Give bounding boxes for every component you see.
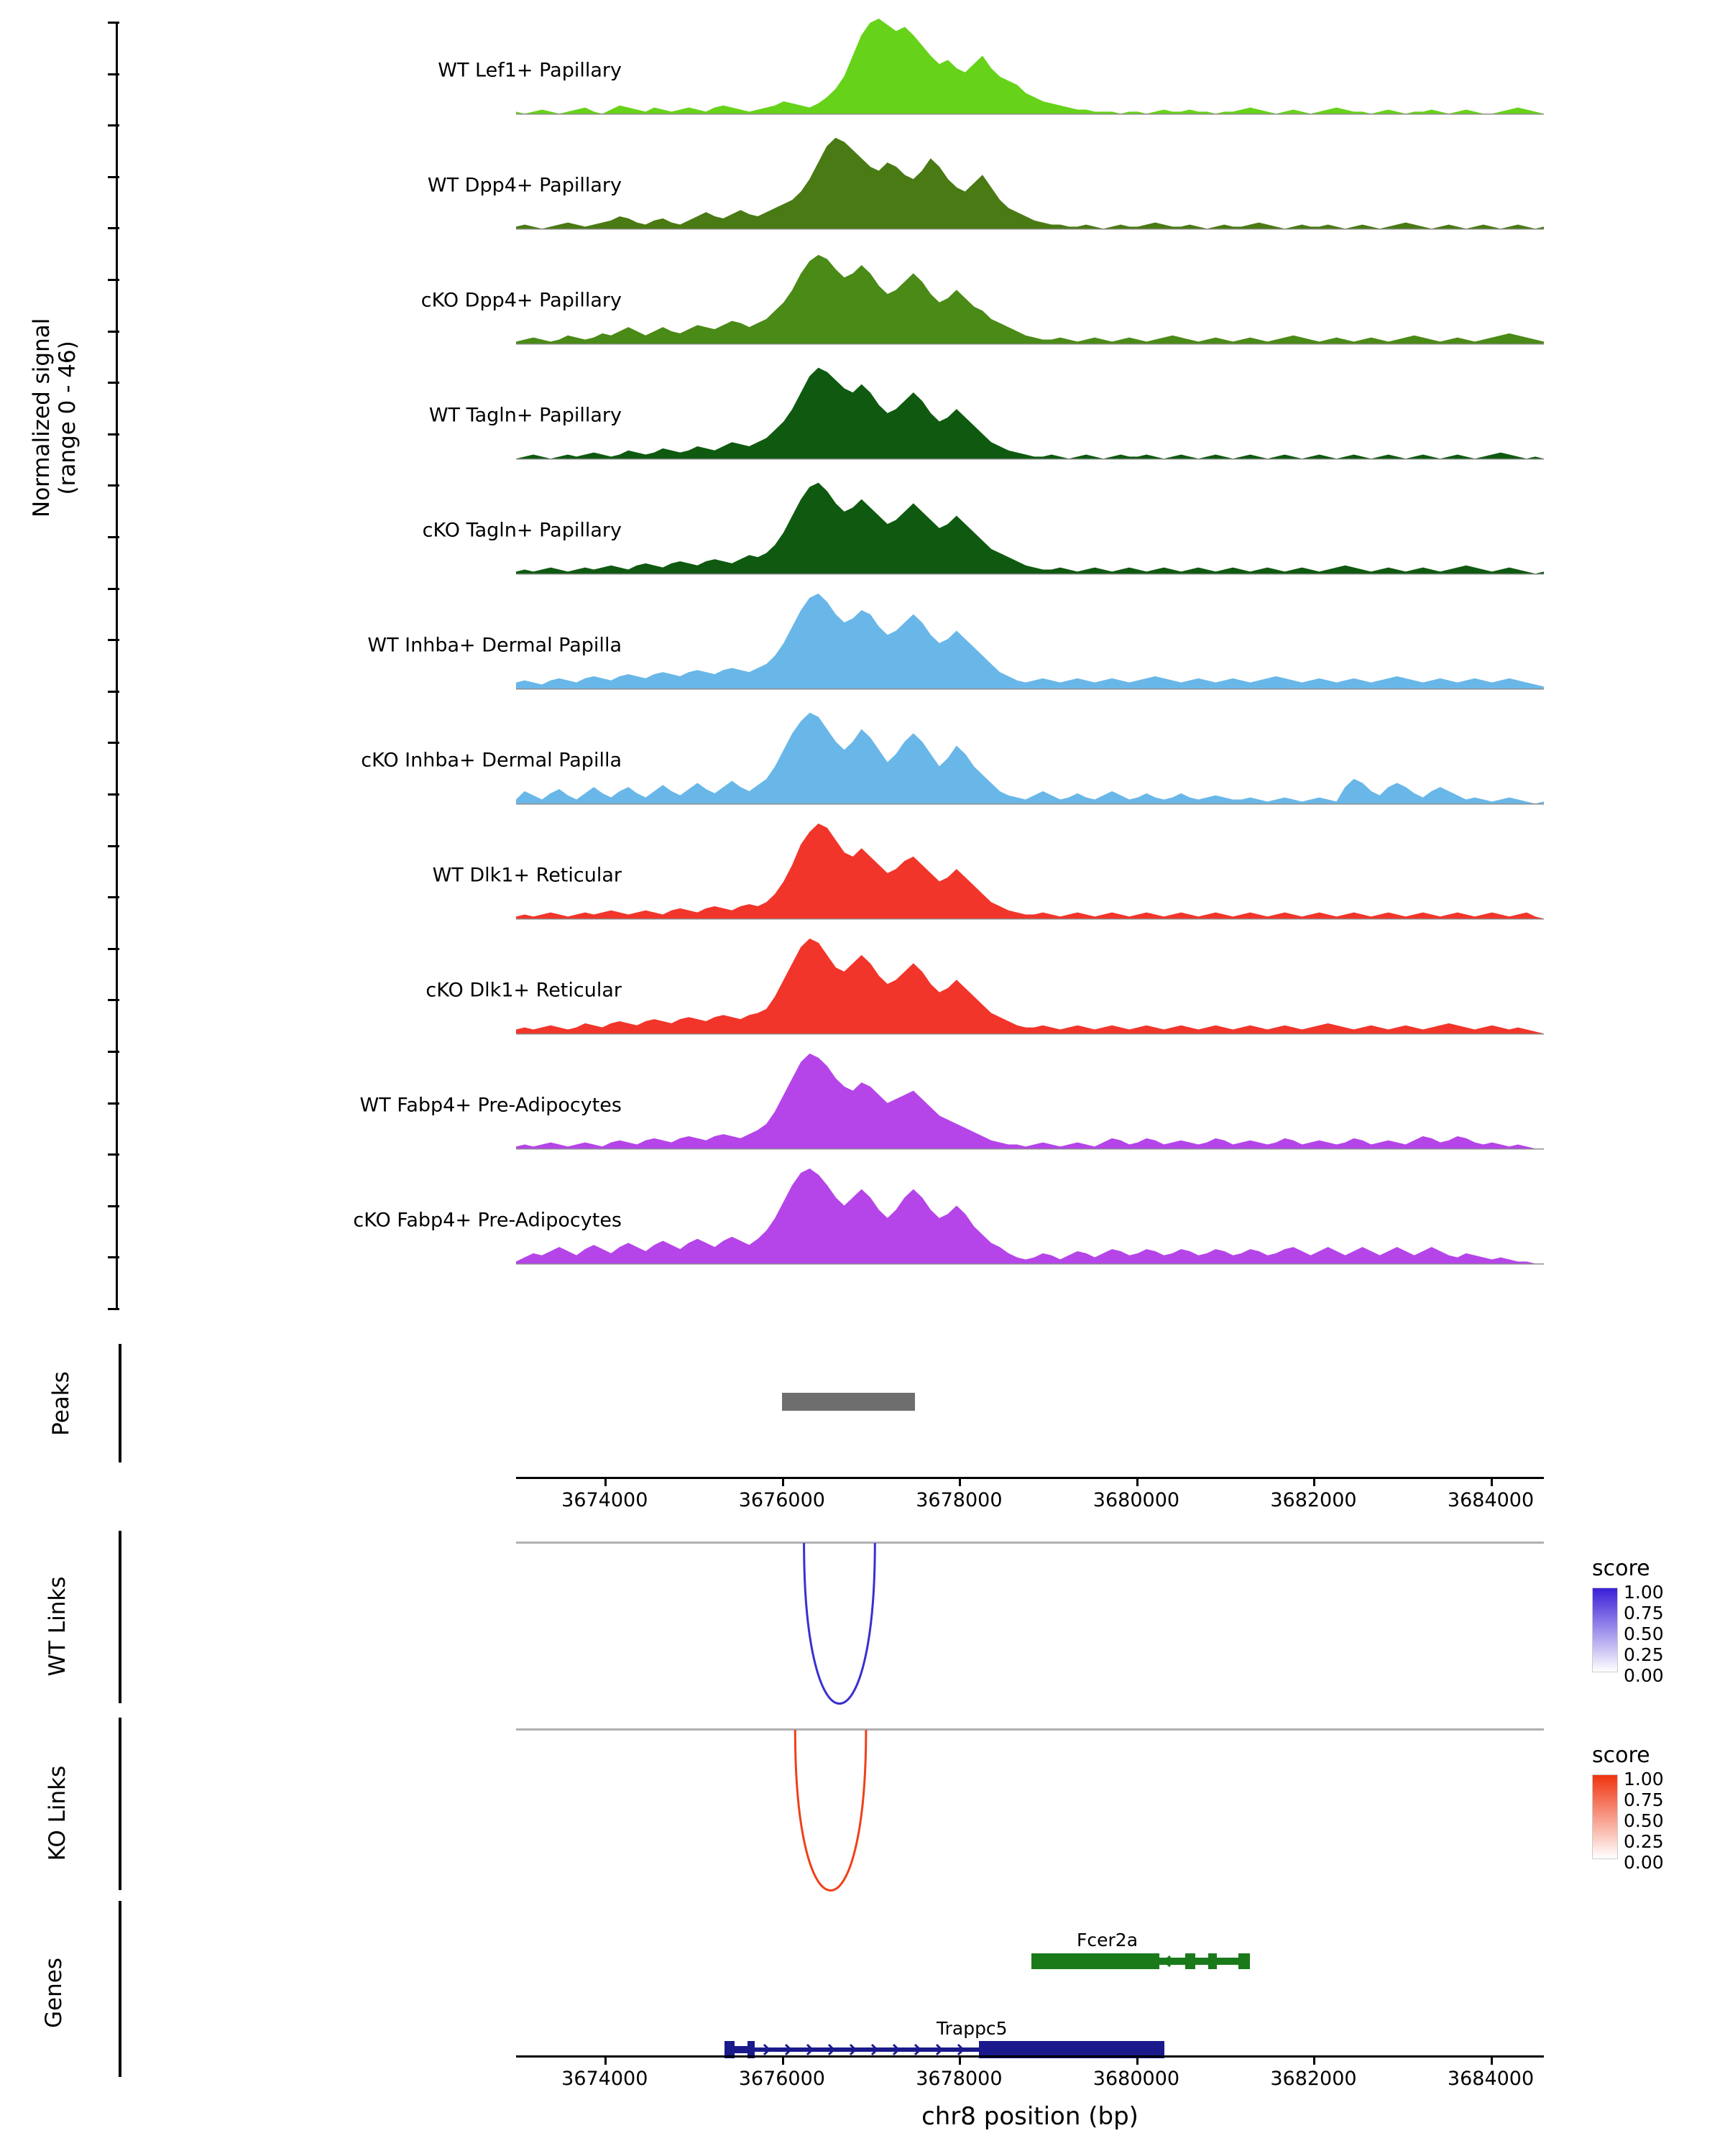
peak-region-bar	[782, 1393, 915, 1411]
x-axis-tick-label: 3674000	[561, 2068, 648, 2090]
wt-legend-gradient	[1592, 1588, 1618, 1672]
coverage-track-label: cKO Dpp4+ Papillary	[420, 289, 622, 312]
ko-links-panel-spine	[119, 1718, 121, 1890]
gene-label-trappc5: Trappc5	[937, 2018, 1008, 2039]
coverage-track	[0, 818, 1725, 933]
coverage-track-plot	[516, 358, 1544, 473]
coverage-track-label: WT Inhba+ Dermal Papilla	[367, 634, 622, 657]
x-axis-tick-label: 3680000	[1092, 1489, 1180, 1511]
x-axis-tick	[782, 2055, 784, 2065]
ko-links-legend	[1592, 1743, 1664, 1873]
ko-legend-ticks: 1.00 0.75 0.50 0.25 0.00	[1624, 1769, 1664, 1873]
wt-links-panel-label: WT Links	[45, 1576, 70, 1677]
x-axis-tick-label: 3680000	[1092, 2068, 1180, 2090]
peaks-panel-spine	[119, 1344, 121, 1462]
coverage-track	[0, 703, 1725, 818]
x-axis-tick	[1491, 1477, 1493, 1486]
coverage-track-plot	[516, 13, 1544, 128]
x-axis-tick-label: 3682000	[1270, 2068, 1357, 2090]
genes-svg	[516, 1897, 1544, 2077]
x-axis-tick	[1136, 2055, 1138, 2065]
coverage-track-plot	[516, 243, 1544, 358]
x-axis-tick-label: 3676000	[738, 1489, 825, 1511]
ko-link-arc	[516, 1728, 1544, 1897]
x-axis-tick	[1136, 1477, 1138, 1486]
wt-links-panel-spine	[119, 1531, 121, 1703]
x-axis-tick	[1313, 2055, 1315, 2065]
coverage-track-plot	[516, 1163, 1544, 1278]
x-axis-label: chr8 position (bp)	[921, 2102, 1138, 2131]
x-axis-tick-label: 3684000	[1447, 2068, 1535, 2090]
ko-links-panel-label: KO Links	[45, 1765, 70, 1861]
x-axis-tick-label: 3674000	[561, 1489, 648, 1511]
coverage-track	[0, 933, 1725, 1048]
genes-plot	[516, 1897, 1544, 2077]
coverage-track-label: cKO Inhba+ Dermal Papilla	[361, 749, 622, 772]
x-axis-tick	[1313, 1477, 1315, 1486]
peaks-panel-label: Peaks	[48, 1371, 74, 1436]
coverage-track-plot	[516, 933, 1544, 1048]
coverage-track	[0, 358, 1725, 473]
coverage-track-label: cKO Dlk1+ Reticular	[426, 979, 622, 1002]
genes-panel-label: Genes	[41, 1958, 67, 2028]
coverage-track	[0, 243, 1725, 358]
genes-panel-spine	[119, 1901, 121, 2077]
x-axis-tick-label: 3676000	[738, 2068, 825, 2090]
coverage-track-plot	[516, 818, 1544, 933]
gene-label-fcer2a: Fcer2a	[1077, 1930, 1138, 1950]
x-axis-line	[516, 1477, 1544, 1479]
wt-links-plot	[516, 1542, 1544, 1710]
x-axis-tick	[782, 1477, 784, 1486]
coverage-track	[0, 128, 1725, 243]
x-axis-tick	[1491, 2055, 1493, 2065]
coverage-track	[0, 588, 1725, 703]
wt-link-arc	[516, 1542, 1544, 1710]
x-axis-line	[516, 2055, 1544, 2058]
wt-legend-title: score	[1592, 1556, 1650, 1581]
x-axis-tick	[959, 1477, 961, 1486]
wt-legend-ticks: 1.00 0.75 0.50 0.25 0.00	[1624, 1582, 1664, 1686]
wt-links-legend	[1592, 1556, 1664, 1686]
x-axis-tick	[604, 2055, 607, 2065]
coverage-track-label: WT Fabp4+ Pre-Adipocytes	[359, 1094, 622, 1117]
coverage-track-plot	[516, 703, 1544, 818]
coverage-track-label: cKO Fabp4+ Pre-Adipocytes	[353, 1209, 622, 1232]
x-axis-bottom	[516, 2055, 1544, 2099]
coverage-track	[0, 473, 1725, 588]
coverage-track-label: WT Dlk1+ Reticular	[432, 864, 622, 887]
y-axis-label: Normalized signal (range 0 - 46)	[29, 318, 80, 517]
coverage-track-label: WT Lef1+ Papillary	[438, 59, 622, 82]
coverage-track-label: cKO Tagln+ Papillary	[422, 519, 622, 542]
x-axis-tick	[604, 1477, 607, 1486]
ko-legend-gradient	[1592, 1774, 1618, 1859]
coverage-track-plot	[516, 588, 1544, 703]
coverage-track-plot	[516, 1048, 1544, 1163]
gene-model-fcer2a	[1031, 1953, 1250, 1969]
coverage-track	[0, 13, 1725, 128]
x-axis-tick-label: 3678000	[916, 1489, 1003, 1511]
ko-links-plot	[516, 1728, 1544, 1897]
x-axis-tick-label: 3682000	[1270, 1489, 1357, 1511]
x-axis-tick-label: 3684000	[1447, 1489, 1535, 1511]
coverage-track	[0, 1048, 1725, 1163]
coverage-track-plot	[516, 473, 1544, 588]
x-axis-top	[516, 1477, 1544, 1520]
y-axis-tick	[108, 1308, 119, 1310]
ko-legend-title: score	[1592, 1743, 1650, 1768]
coverage-track-label: WT Tagln+ Papillary	[428, 404, 622, 427]
coverage-track-plot	[516, 128, 1544, 243]
coverage-track-label: WT Dpp4+ Papillary	[427, 174, 622, 197]
x-axis-tick	[959, 2055, 961, 2065]
coverage-track	[0, 1163, 1725, 1278]
x-axis-tick-label: 3678000	[916, 2068, 1003, 2090]
